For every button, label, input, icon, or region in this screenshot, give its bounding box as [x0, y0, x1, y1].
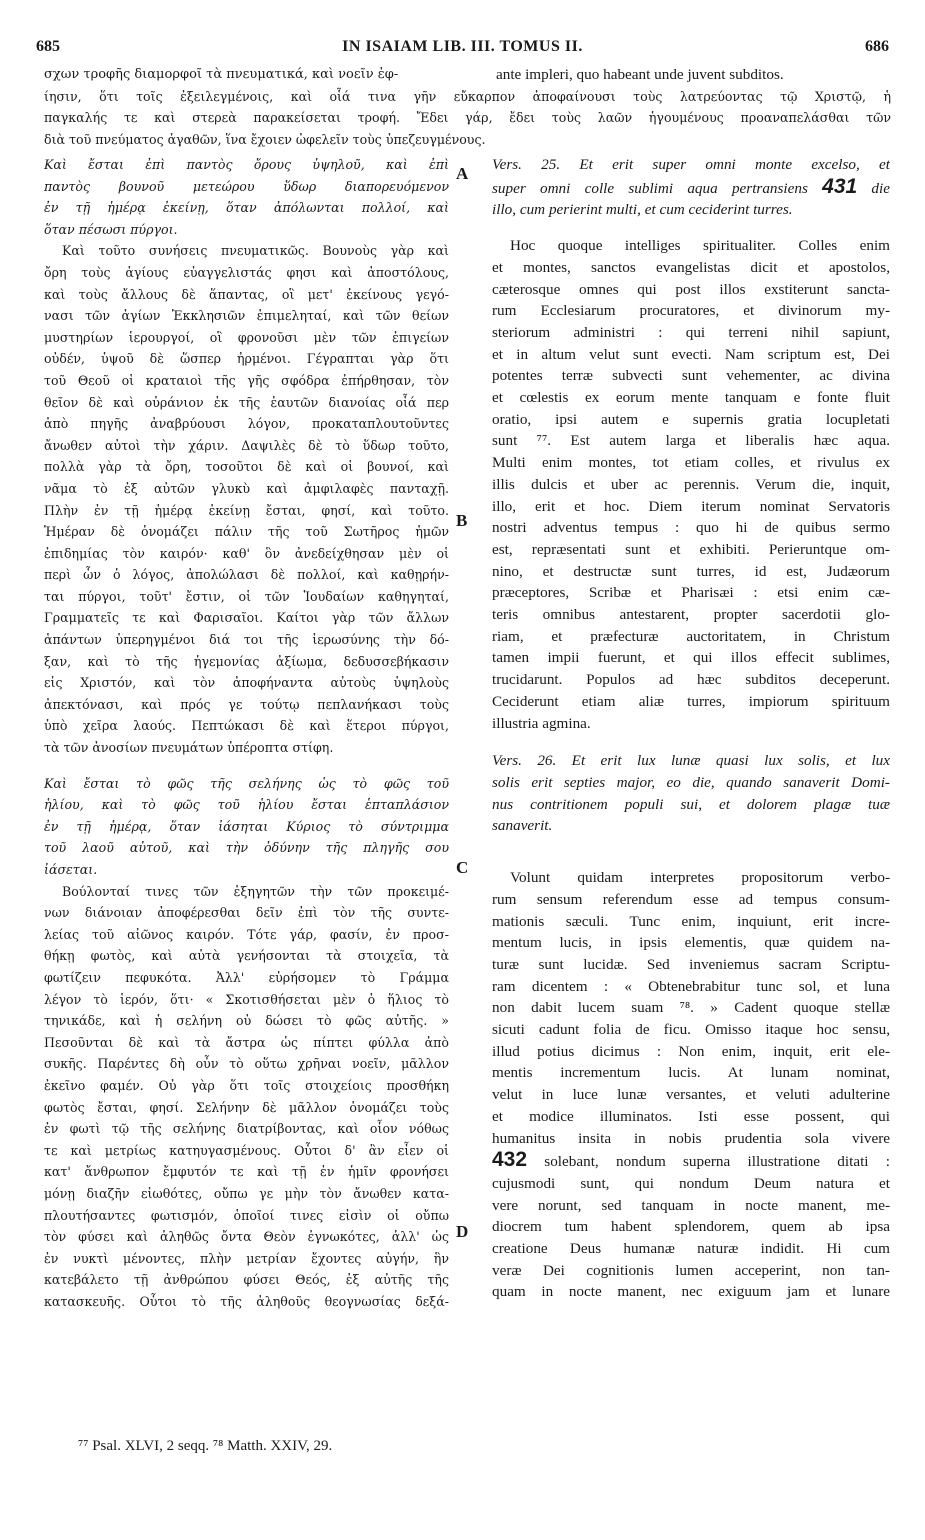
text-line: περὶ ὧν ὁ λόγος, ἀπολώλασι δὲ πολλοί, καὶ καθῃρήν-: [44, 567, 449, 583]
text-line: τοῦ Θεοῦ οἱ κραταιοὶ τῆς γῆς σφόδρα ἐπήρθησαν, τὸν: [44, 372, 449, 388]
text-line: steriorum administri : qui terreni nihil sapiunt,: [492, 323, 890, 341]
text-line: πλουτήσαντες φωτισμόν, ὁποῖοί τινες εἰσὶν οἱ οὔπω: [44, 1207, 449, 1223]
text-line: est, repræsentati sunt et exhibiti. Perieruntque om-: [492, 540, 890, 558]
page-number-left: 685: [36, 38, 60, 55]
text-line: Πλὴν ἐν τῇ ἡμέρᾳ ἐκείνῃ ἔσται, φησί, καὶ τοῦτο.: [44, 502, 449, 518]
text-line: velut in luce lunæ versantes, et veluti adulterine: [492, 1086, 890, 1104]
text-line: φωτίζειν πεφυκότα. Ἀλλ' εὑρήσομεν τὸ Γράμμα: [44, 969, 449, 985]
text-line: ἀπεκτόνασι, καὶ πρός γε τούτῳ πεπλανήκασι τοὺς: [44, 696, 449, 712]
text-line: Multi enim montes, tot etiam colles, et rivulus ex: [492, 454, 890, 472]
text-line: μόνῃ διαζῆν εἰωθότες, οὔπω γε μὴν τὸν ἄνωθεν κατα-: [44, 1185, 449, 1201]
text-line: et modice illuminatos. Isti esse possent, qui: [492, 1107, 890, 1125]
text-line: ἁπάντων ὑπερηγμένοι διά τοι τῆς ἱερωσύνης τὴν δό-: [44, 632, 449, 648]
text-line: ἀπὸ πηγῆς ἀναβρύουσι λόγον, προκαταπλουτοῦντες: [44, 416, 449, 432]
text-line: ἐπιδημίας τὸν καιρόν· καθ' ὃν ἀνεδείχθησαν μὲν οἱ: [44, 545, 449, 561]
text-line: nostri adventus tempus : quo hi de quibus sermo: [492, 519, 890, 537]
text-line: ἐν τῇ ἡμέρᾳ ἐκείνῃ, ὅταν ἀπόλωνται πολλοί, καὶ: [44, 200, 449, 216]
text-line: παγκαλής τε καὶ στερεὰ παρακείσεται τροφή. Ἔδει γάρ, ἔδει τοὺς λαῶν ἡγουμένους προαναπελάσθαι τῶν: [44, 110, 891, 125]
text-line: cæterosque omnes qui post illos exstiterunt sancta-: [492, 280, 890, 298]
text-line: quam in nocte manent, nec exiguum jam et lunare: [492, 1283, 890, 1301]
text-line: Βούλονταί τινες τῶν ἐξηγητῶν τὴν τῶν προκειμέ-: [62, 883, 449, 899]
text-line: rum sensum referendum esse ad tempus consum-: [492, 890, 890, 908]
text-line: mentis incrementum lucis. At lunam nominat,: [492, 1064, 890, 1082]
latin-opening-line: ante impleri, quo habeant unde juvent subditos.: [496, 66, 784, 83]
text-line: illo, cum perierint multi, et cum ceciderint turres.: [492, 201, 793, 219]
text-line: veræ Dei cognitionis lumen acceperint, non tan-: [492, 1261, 890, 1279]
text-line: κατεβάλετο τῇ ἀνθρώπου φύσει Θεός, ἐξ αὐτῆς τῆς: [44, 1272, 449, 1288]
text-line: τὸν φύσει καὶ ἀληθῶς ὄντα Θεὸν ἐγνωκότες, ἀλλ' ὡς: [44, 1229, 449, 1245]
text-line: Vers. 26. Et erit lux lunæ quasi lux solis, et lux: [492, 752, 890, 770]
text-line: solis erit septies major, eo die, quando sanaverit Domi-: [492, 773, 890, 791]
text-line: vere norunt, sed tanquam in nocte manent, me-: [492, 1196, 890, 1214]
text-line: τε καὶ μετρίως κατηυγασμένους. Οὗτοι δ' ἂν εἶεν οἱ: [44, 1142, 449, 1158]
text-line: νασι τῶν ἁγίων Ἐκκλησιῶν ἐπιμεληταί, καὶ τῶν θείων: [44, 308, 449, 324]
text-line: nus contritionem populi sui, et dolorem plagæ tuæ: [492, 795, 890, 813]
text-line: Volunt quidam interpretes propositorum verbo-: [510, 869, 890, 887]
text-line: 432 solebant, nondum superna illustratione ditati :: [492, 1149, 890, 1172]
text-line: illud potius dicimus : Non enim, inquit, erit ele-: [492, 1042, 890, 1060]
text-line: μυστηρίων ἱερουργοί, οἳ φρονοῦσι μὲν τῶν ἐπιγείων: [44, 329, 449, 345]
text-line: θήκῃ φωτὸς, καὶ αὐτὰ γενήσονται τὰ στοιχεῖα, τὰ: [44, 948, 449, 964]
greek-opening-paragraph: [44, 64, 484, 86]
text-line: λέγον τὸ ἱερόν, ὅτι· « Σκοτισθήσεται μὲν ὁ ἥλιος τὸ: [44, 991, 449, 1007]
text-line: λείας τοῦ αἰῶνος καιρόν. Τότε γάρ, φασίν, ἐν προσ-: [44, 926, 449, 942]
text-line: καὶ τοὺς ἄλλους δὲ ἅπαντας, οἳ μετ' ἐκείνους γεγό-: [44, 286, 449, 302]
text-line: τηνικάδε, καὶ ἡ σελήνη οὐ δώσει τὸ φῶς αὐτῆς. »: [44, 1013, 449, 1029]
text-line: tamen impii fuerunt, et qui illos effecit sublimes,: [492, 649, 890, 667]
text-line: ὑπὸ χεῖρα λαούς. Πεπτώκασι δὲ καὶ ἕτεροι πύργοι,: [44, 718, 449, 734]
margin-letter-c: C: [456, 858, 469, 877]
text-line: ται πύργοι, τοῦτ' ἔστιν, οἱ τῶν Ἰουδαίων καθηγηταί,: [44, 588, 449, 604]
text-line: Καὶ ἔσται τὸ φῶς τῆς σελήνης ὡς τὸ φῶς τοῦ: [44, 775, 449, 791]
text-line: rum Ecclesiarum procuratores, et divinorum my-: [492, 302, 890, 320]
text-line: κατασκευῆς. Οὗτοι τὸ τῆς ἀληθοῦς θεογνωσίας δεξά-: [44, 1293, 449, 1309]
text-line: nino, et destructæ sunt turres, id est, Judæorum: [492, 562, 890, 580]
text-line: συκῆς. Παρέντες δὴ οὖν τὸ οὕτω χρῆναι νοεῖν, μᾶλλον: [44, 1056, 449, 1072]
text-line: diocrem tum habent splendorem, quem ab ipsa: [492, 1218, 890, 1236]
text-line: νων διάνοιαν ἀποφέρεσθαι δεῖν ἐπὶ τὸν τῆς συντε-: [44, 905, 449, 921]
text-line: præceptores, Scribæ et Pharisæi : etsi enim cæ-: [492, 584, 890, 602]
text-line: διὰ τοῦ πνεύματος ἀγαθῶν, ἵνα ἔχοιεν ὠφελεῖν τοὺς ὑπεζευγμένους.: [44, 131, 486, 147]
margin-letter-a: A: [456, 164, 469, 183]
text-line: riam, et præfecturæ auctoritatem, in Christum: [492, 627, 890, 645]
text-line: Ἡμέραν δὲ ὀνομάζει πάλιν τῆς τοῦ Σωτῆρος ἡμῶν: [44, 524, 449, 540]
greek-spanning-lines: [44, 86, 891, 151]
text-line: sicuti cadunt folia de ficu. Omisso itaque hoc sensu,: [492, 1021, 890, 1039]
text-line: mentum lucis, in ipsis elementis, quæ quidem na-: [492, 934, 890, 952]
text-line: non dabit lucem suam ⁷⁸. » Cadent quoque stellæ: [492, 999, 890, 1017]
text-line: ἰάσεται.: [44, 862, 98, 877]
text-line: humanitus insita in nobis prudentia sola vivere: [492, 1129, 890, 1147]
margin-letter-d: D: [456, 1222, 469, 1241]
text-line: Γραμματεῖς τε καὶ Φαρισαῖοι. Καίτοι γὰρ τῶν ἄλλων: [44, 610, 449, 626]
text-line: ὄρη τοὺς ἁγίους εὐαγγελιστάς φησι καὶ ἀποστόλους,: [44, 264, 449, 280]
text-line: mationis sæculi. Tunc enim, inquiunt, erit incre-: [492, 912, 890, 930]
text-line: et cœlestis ex eorum mente tanquam e fonte fluit: [492, 389, 890, 407]
text-line: πολλὰ γὰρ τὰ ὄρη, τοσοῦτοι δὲ καὶ οἱ βουνοί, καὶ: [44, 459, 449, 475]
text-line: illis dulcis et uber ac perennis. Verum die, inquit,: [492, 475, 890, 493]
text-line: et in altum velut sunt evecti. Nam scriptum est, Dei: [492, 345, 890, 363]
text-line: trucidarunt. Populos ad hæc subditos deceperunt.: [492, 671, 890, 689]
text-line: ξαν, καὶ τὸ τῆς ἡγεμονίας ἀξίωμα, δεδυσσεβήκασιν: [44, 653, 449, 669]
text-line: κατ' ἄνθρωπον ἔμφυτόν τε καὶ τῇ ἐν ἡμῖν φρονήσει: [44, 1164, 449, 1180]
text-line: ἡλίου, καὶ τὸ φῶς τοῦ ἡλίου ἔσται ἑπταπλάσιον: [44, 797, 449, 813]
text-line: ἐν τῇ ἡμέρᾳ, ὅταν ἰάσηται Κύριος τὸ σύντριμμα: [44, 818, 449, 834]
text-line: oratio, ipsi autem e supernis gratia locupletati: [492, 410, 890, 428]
text-line: illustria agmina.: [492, 714, 591, 732]
text-line: παντὸς βουνοῦ μετεώρου ὕδωρ διαπορευόμενον: [44, 178, 449, 194]
latin-column: [492, 154, 890, 1303]
text-line: ἐν φωτὶ τῷ τῆς σελήνης διατρίβοντας, καὶ οἷον νόθως: [44, 1121, 449, 1137]
text-line: Καὶ τοῦτο συνήσεις πνευματικῶς. Βουνοὺς γὰρ καὶ: [62, 243, 449, 259]
margin-letter-b: B: [456, 511, 468, 530]
text-line: sanaverit.: [492, 817, 553, 835]
text-line: ἐκεῖνο φαμέν. Οὐ γὰρ ὅτι τοῖς στοιχείοις προσθήκη: [44, 1077, 449, 1093]
page-reference-number: 432: [492, 1149, 528, 1172]
greek-column: [44, 154, 449, 1312]
text-line: σχων τροφῆς διαμορφοῖ τὰ πνευματικά, καὶ νοεῖν ἐφ-: [44, 67, 399, 82]
text-line: Πεσοῦνται δὲ καὶ τὰ ἄστρα ὡς πίπτει φύλλα ἀπὸ: [44, 1034, 449, 1050]
text-line: νᾶμα τὸ ἐξ αὐτῶν γλυκὺ καὶ ἀμφιλαφὲς πανταχῇ.: [44, 480, 449, 496]
text-line: τοῦ λαοῦ αὐτοῦ, καὶ τὴν ὀδύνην τῆς πληγῆς σου: [44, 840, 449, 856]
text-line: εἰς Χριστόν, καὶ τὸν ἀποφήναντα αὐτοὺς ὑψηλοὺς: [44, 675, 449, 691]
text-line: potentes terræ subvecti sunt vehementer, ac divina: [492, 367, 890, 385]
running-title: IN ISAIAM LIB. III. TOMUS II.: [342, 38, 583, 55]
text-line: sunt ⁷⁷. Est autem larga et liberalis hæc aqua.: [492, 432, 890, 450]
text-line: super omni colle sublimi aqua pertransiens 431 die: [492, 175, 890, 198]
text-line: Hoc quoque intelliges spiritualiter. Colles enim: [510, 237, 890, 255]
text-line: οὐδέν, ὑψοῦ δὲ ὥσπερ ἠρμένοι. Γέγραπται γὰρ ὅτι: [44, 351, 449, 367]
text-line: ὅταν πέσωσι πύργοι.: [44, 221, 178, 237]
text-line: teris omnibus antestarent, propter sacerdotii glo-: [492, 606, 890, 624]
text-line: ἄνωθεν αὐτοὶ τὴν χάριν. Δαψιλὲς δὲ τὸ ὕδωρ τοῦτο,: [44, 437, 449, 453]
text-line: τὰ τῶν ἀνοσίων πνευμάτων ὑπέροπτα στίφη.: [44, 740, 334, 756]
text-line: ram dicentem : « Obtenebrabitur tunc sol, et luna: [492, 977, 890, 995]
page-reference-number: 431: [822, 175, 858, 198]
text-line: creatione Deus humanæ naturæ indidit. Hi cum: [492, 1240, 890, 1258]
text-line: cujusmodi sunt, qui nondum Deum natura et: [492, 1174, 890, 1192]
text-line: Ceciderunt etiam aliæ turres, impiorum spirituum: [492, 692, 890, 710]
text-line: Vers. 25. Et erit super omni monte excelso, et: [492, 156, 890, 173]
footnotes: ⁷⁷ Psal. XLVI, 2 seqq. ⁷⁸ Matth. XXIV, 29.: [78, 1438, 333, 1454]
text-line: illo, erit et hoc. Diem iterum nominat Servatoris: [492, 497, 890, 515]
page-header: [36, 38, 889, 60]
text-line: ίησιν, ὅτι τοῖς ἐξειλεγμένοις, καὶ οἷά τινα γῆν εὔκαρπον ἀποφαίνουσι τοὺς λατρεύοντας τῷ Χριστῷ, ἡ: [44, 88, 891, 104]
text-line: et montes, sanctos evangelistas dicit et apostolos,: [492, 258, 890, 276]
text-line: θεῖον δὲ καὶ οὐράνιον ἐκ τῆς ἑαυτῶν διανοίας οἷά περ: [44, 394, 449, 410]
text-line: ἐν νυκτὶ μένοντες, πλὴν μετρίαν ἔχοντες αὐγήν, ἣν: [44, 1250, 449, 1266]
text-line: turæ sunt lucidæ. Sed inveniemus sacram Scriptu-: [492, 955, 890, 973]
text-line: Καὶ ἔσται ἐπὶ παντὸς ὄρους ὑψηλοῦ, καὶ ἐπὶ: [44, 157, 449, 172]
text-line: φωτὸς ἔσται, φησί. Σελήνην δὲ μᾶλλον ὀνομάζει τοὺς: [44, 1099, 449, 1115]
page-number-right: 686: [865, 38, 889, 55]
